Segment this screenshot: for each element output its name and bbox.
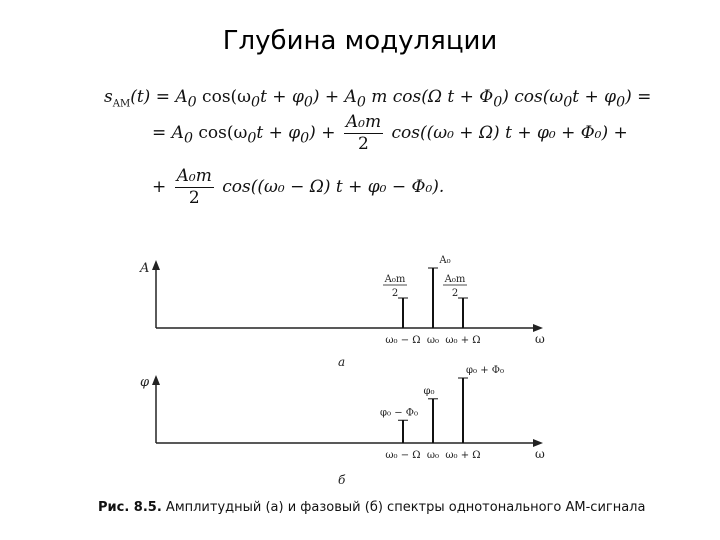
- phase-spectrum: [140, 365, 545, 487]
- phase-y-arrow: [152, 375, 160, 385]
- amplitude-y-arrow: [152, 260, 160, 270]
- figure-caption: [98, 500, 645, 515]
- amplitude-toplabel-den-lower-sideband: 2: [391, 288, 399, 299]
- caption-text: Амплитудный (а) и фазовый (б) спектры однотонального АМ-сигнала: [165, 500, 646, 515]
- fraction: $\frac{\text{A₀m}}{2}$: [345, 112, 382, 154]
- phase-toplabel-lower-sideband: φ₀ − Φ₀: [380, 407, 418, 419]
- equation-line-2: = $A_0$ $\cos(\omega_0t + \varphi_0)$ + $\frac{\text{A₀m}}{2}$ cos((ω₀ + Ω) t + φ₀ + Φ₀) +: [152, 112, 628, 154]
- phase-xlabel-lower-sideband: ω₀ − Ω: [385, 450, 421, 461]
- fraction: $\frac{\text{A₀m}}{2}$: [176, 166, 212, 208]
- amplitude-xlabel-carrier: ω₀: [426, 335, 440, 346]
- amplitude-toplabel-den-upper-sideband: 2: [451, 288, 459, 299]
- amplitude-toplabel-num-upper-sideband: A₀m: [444, 274, 466, 285]
- amplitude-toplabel-carrier: A₀: [439, 255, 451, 266]
- phase-x-label: ω: [535, 447, 545, 461]
- amplitude-x-label: ω: [535, 332, 545, 346]
- amplitude-toplabel-num-lower-sideband: A₀m: [384, 274, 406, 285]
- phase-panel-label: б: [338, 473, 346, 487]
- phase-xlabel-upper-sideband: ω₀ + Ω: [445, 450, 481, 461]
- amplitude-spectrum: [139, 255, 545, 369]
- caption-prefix: Рис. 8.5.: [98, 500, 162, 515]
- phase-y-label: φ: [140, 375, 150, 390]
- phase-toplabel-upper-sideband: φ₀ + Φ₀: [466, 365, 504, 376]
- phase-toplabel-carrier: φ₀: [423, 385, 435, 397]
- phase-x-arrow: [533, 439, 543, 447]
- slide-title: Глубина модуляции: [222, 26, 498, 56]
- amplitude-x-arrow: [533, 324, 543, 332]
- amplitude-panel-label: а: [338, 355, 346, 369]
- equation-line-1: $s_{AM}(t) = A_0$ $\cos(\omega_0t + \varphi_0) + A_0$ m cos(Ω $t + \Phi_0$) $\cos(\omega_0t + \varphi_0)$ =: [104, 87, 652, 111]
- amplitude-xlabel-lower-sideband: ω₀ − Ω: [385, 335, 421, 346]
- amplitude-y-label: A: [140, 261, 150, 276]
- equation-line-3: + $\frac{\text{A₀m}}{2}$ cos((ω₀ − Ω) t + φ₀ − Φ₀).: [152, 166, 445, 208]
- amplitude-xlabel-upper-sideband: ω₀ + Ω: [445, 335, 481, 346]
- phase-xlabel-carrier: ω₀: [426, 450, 440, 461]
